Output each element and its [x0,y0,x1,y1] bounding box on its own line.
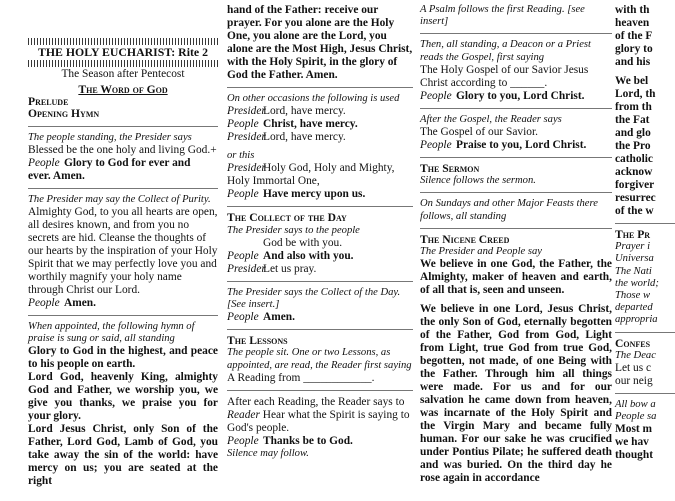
collect-amen: People Amen. [227,311,295,324]
rubric: The Presider says to the people [227,224,360,236]
gospel-response: People Glory to you, Lord Christ. [420,89,585,102]
cropped-line: of the w [615,205,654,217]
presider-line: Blessed be the one holy and living God.+ [28,143,217,156]
people-response: People Glory to God for ever and [28,156,191,169]
cropped-line: with th [615,4,650,16]
after-reading: After each Reading, the Reader says to Reader Hear what the Spirit is saying to God's people. [227,395,410,434]
rubric: On Sundays and other Major Feasts there follows, all standing [420,198,598,222]
rubric: After the Gospel, the Reader says [420,113,562,125]
cropped-line: All bow a [615,399,656,411]
column-1 [28,37,218,488]
reading-announcement: A Reading from ____________. [227,371,375,384]
gloria-3: Lord Jesus Christ, only Son of the Father, Lord God, Lamb of God, you take away the sin of the world: have mercy on us; you are seated at the right [28,423,218,488]
people-response-cont: ever. Amen. [28,169,85,182]
gospel-announcement: The Holy Gospel of our Savior Jesus Christ according to ______. [420,63,589,89]
cropped-line: Universa [615,253,654,265]
prayers-heading-cropped: The Pr [615,228,651,241]
column-4-cropped [615,4,675,462]
gloria-1: Glory to God in the highest, and peace to his people on earth. [28,345,218,371]
cropped-line: forgiver [615,179,655,191]
column-2 [227,4,413,460]
opening-hymn-heading: Opening Hymn [28,107,100,121]
collect-greeting: God be with you. [263,236,343,249]
cropped-line: and his [615,56,651,68]
cropped-line: heaven [615,17,650,29]
section-heading: The Word of God [78,83,168,96]
cropped-line: Let us c [615,362,652,375]
confession-heading-cropped: Confes [615,336,651,350]
cropped-line: catholic [615,153,653,165]
rubric: Silence follows the sermon. [420,175,536,187]
cropped-line: the Fat [615,114,650,126]
cropped-line: departed [615,302,653,314]
cropped-line: resurrec [615,192,656,204]
rubric: Then, all standing, a Deacon or a Priest reads the Gospel, first saying [420,39,591,63]
cropped-line: the Pro [615,140,651,152]
rubric: The Presider says the Collect of the Day. [227,286,401,298]
cropped-line: glory to [615,43,653,55]
cropped-line: from th [615,101,652,113]
rubric: The people sit. One or two Lessons, as appointed, are read, the Reader first saying [227,347,412,371]
creed-heading: The Nicene Creed [420,232,510,246]
ornament-bottom [28,60,218,67]
cropped-line: The Nati [615,265,652,277]
rubric: The Presider may say the Collect of Purity. [28,193,211,205]
kyrie-line: PresiderLord, have mercy. [227,131,346,144]
sermon-heading: The Sermon [420,162,480,176]
collect-pray: PresiderLet us pray. [227,262,317,275]
cropped-line: The Deac [615,349,656,361]
cropped-line: Most m [615,423,653,436]
rubric: The people standing, the Presider says [28,131,192,143]
cropped-line: Prayer i [615,241,651,253]
rubric-or: or this [227,150,255,162]
cropped-line: acknow [615,166,653,178]
cropped-line: People sa [615,411,657,423]
season: The Season after Pentecost [61,68,185,80]
column-3 [420,4,612,485]
kyrie-line: People Christ, have mercy. [227,118,358,131]
cropped-line: we hav [615,436,649,449]
ornament-top [28,38,218,45]
gospel-end: The Gospel of our Savior. [420,126,538,139]
rubric: Silence may follow. [227,447,309,459]
collect-response: People And also with you. [227,249,354,262]
rubric: A Psalm follows the first Reading. [see insert] [420,4,585,28]
cropped-line: We bel [615,75,649,87]
trisagion-line: PresiderHoly God, Holy and Mighty, Holy Immortal One, [227,162,395,188]
cropped-line: appropria [615,314,658,326]
cropped-line: the world; [615,277,659,289]
people-amen: People Amen. [28,297,96,310]
collect-heading: The Collect of the Day [227,211,347,225]
gloria-continued: hand of the Father: receive our prayer. For you alone are the Holy One, you alone are the Lord, you alone are the Most High, Jesus Christ, with the Holy Spirit, in the glory of God the Father. Amen. [227,4,413,81]
service-title: THE HOLY EUCHARIST: Rite 2 [38,45,208,59]
collect-of-purity: Almighty God, to you all hearts are open, all desires known, and from you no secrets are hid. Cleanse the thoughts of our hearts by the inspiration of your Holy Spirit that we may perfectly love you and worthily magnify your holy name through Christ our Lord. [28,206,218,297]
creed-paragraph-1: We believe in one God, the Father, the Almighty, maker of heaven and earth, of all that is, seen and unseen. [420,258,612,297]
rubric: When appointed, the following hymn of praise is sung or said, all standing [28,321,195,345]
cropped-line: thought [615,449,653,462]
creed-paragraph-2: We believe in one Lord, Jesus Christ, the only Son of God, eternally begotten of the Father, God from God, Light from Light, true God from true God, begotten, not made, of one Being with the Father. Through him all things were made. For us and for our salvation he came down from heaven, was incarnate of the Holy Spirit and the Virgin Mary and became fully human. For our sake he was crucified under Pontius Pilate; he suffered death and was buried. On the third day he rose again in accordance [420,303,612,485]
cropped-line: of the F [615,30,653,42]
gloria-2: Lord God, heavenly King, almighty God and Father, we worship you, we give you thanks, we praise you for your glory. [28,371,218,423]
kyrie-line: PresiderLord, have mercy. [227,105,346,118]
cropped-line: our neig [615,375,653,388]
rubric: On other occasions the following is used [227,93,400,104]
gospel-end-response: People Praise to you, Lord Christ. [420,139,587,152]
trisagion-response: People Have mercy upon us. [227,188,366,201]
lessons-heading: The Lessons [227,334,288,348]
cropped-line: and glo [615,127,651,139]
prelude-heading: Prelude [28,95,69,109]
cropped-line: Lord, th [615,88,656,100]
see-insert: [See insert.] [227,299,280,311]
cropped-line: Those w [615,290,651,302]
thanks-response: People Thanks be to God. [227,434,353,447]
rubric: The Presider and People say [420,246,542,258]
